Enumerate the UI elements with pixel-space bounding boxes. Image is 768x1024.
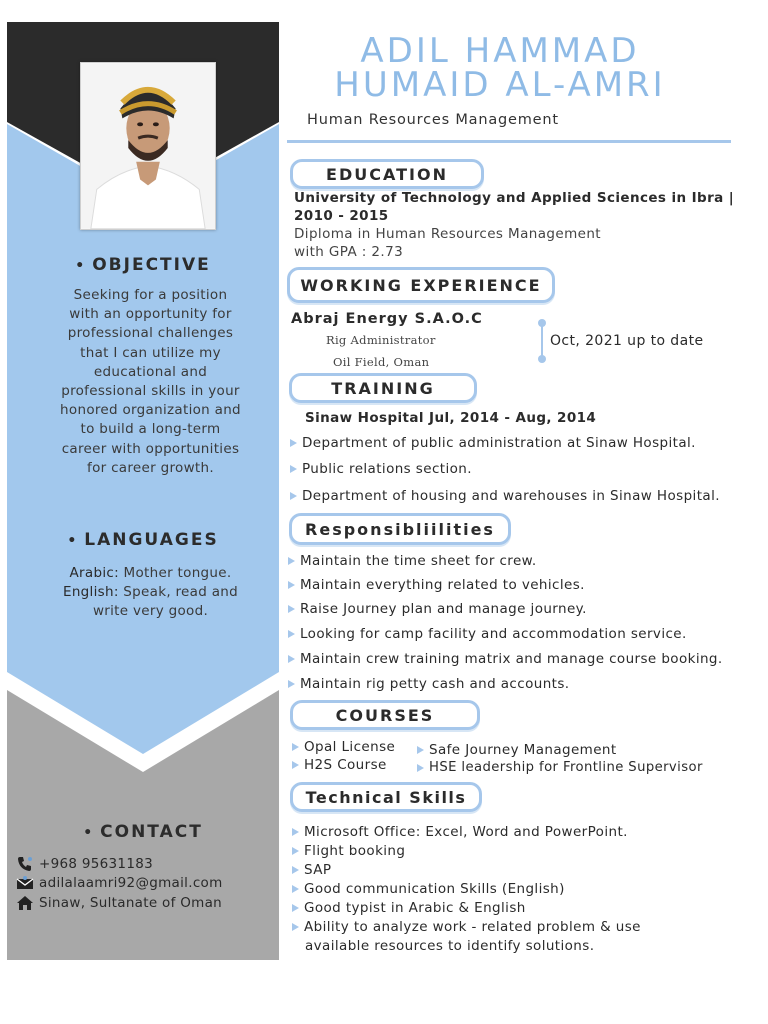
responsibility-item: Raise Journey plan and manage journey. (288, 601, 587, 617)
languages-text: Arabic: Mother tongue. English: Speak, read and write very good. (62, 565, 238, 620)
training-heading: TRAINING (289, 373, 477, 403)
responsibility-item: Maintain the time sheet for crew. (288, 553, 537, 569)
bullet-arrow-icon (288, 655, 295, 663)
sidebar (7, 22, 279, 960)
training-item: Department of housing and warehouses in Sinaw Hospital. (290, 488, 720, 504)
phone-icon (15, 856, 35, 872)
address-text: Sinaw, Sultanate of Oman (39, 895, 223, 911)
bullet-arrow-icon (292, 847, 299, 855)
training-item: Department of public administration at Sinaw Hospital. (290, 435, 696, 451)
courses-heading: COURSES (290, 700, 480, 730)
candidate-subtitle: Human Resources Management (307, 112, 559, 128)
education-heading: EDUCATION (290, 159, 484, 189)
title-divider (287, 140, 731, 143)
education-years: 2010 - 2015 (294, 208, 389, 224)
bullet-arrow-icon (417, 746, 424, 754)
skill-item: Microsoft Office: Excel, Word and PowerPoint. (292, 824, 628, 840)
training-item: Public relations section. (290, 461, 472, 477)
bullet-arrow-icon (292, 743, 299, 751)
profile-photo (80, 62, 216, 230)
bullet-arrow-icon (290, 439, 297, 447)
experience-location: Oil Field, Oman (333, 355, 430, 369)
bullet-arrow-icon (292, 828, 299, 836)
bullet-arrow-icon (292, 885, 299, 893)
responsibility-item: Maintain everything related to vehicles. (288, 577, 585, 593)
objective-heading: • OBJECTIVE (75, 255, 211, 275)
bullet-arrow-icon (288, 630, 295, 638)
email-address: adilalaamri92@gmail.com (39, 875, 223, 891)
skills-heading: Technical Skills (290, 782, 482, 812)
course-item: Safe Journey Management (417, 742, 617, 758)
responsibilities-heading: Responsibliilities (289, 513, 511, 545)
bullet-arrow-icon (290, 492, 297, 500)
responsibility-item: Maintain rig petty cash and accounts. (288, 676, 569, 692)
skill-item: SAP (292, 862, 331, 878)
education-gpa: with GPA : 2.73 (294, 244, 404, 260)
bullet-arrow-icon (292, 904, 299, 912)
objective-text: Seeking for a position with an opportunity for professional challenges that I can utilize my educational and professional skills in your honored organization and to build a long-term career with opportunities for career growth. (60, 287, 241, 476)
email-icon (15, 875, 35, 891)
bullet-arrow-icon (288, 680, 295, 688)
bullet-arrow-icon (292, 923, 299, 931)
skill-item: Flight booking (292, 843, 405, 859)
course-item: Opal License (292, 739, 395, 755)
responsibility-item: Looking for camp facility and accommodation service. (288, 626, 687, 642)
skill-item: Good communication Skills (English) (292, 881, 565, 897)
languages-heading: • LANGUAGES (67, 530, 219, 550)
home-icon (15, 895, 35, 911)
experience-role: Rig Administrator (326, 333, 436, 347)
bullet-arrow-icon (290, 465, 297, 473)
education-school: University of Technology and Applied Sciences in Ibra | (294, 190, 735, 206)
candidate-name: ADIL HAMMAD HUMAID AL-AMRI (334, 31, 666, 105)
skill-item: Ability to analyze work - related problem & use (292, 919, 641, 935)
skill-item: Good typist in Arabic & English (292, 900, 526, 916)
responsibility-item: Maintain crew training matrix and manage course booking. (288, 651, 723, 667)
course-item: H2S Course (292, 757, 387, 773)
skill-item-continued: available resources to identify solutions. (305, 938, 595, 954)
experience-period: Oct, 2021 up to date (550, 333, 704, 349)
bullet-arrow-icon (292, 866, 299, 874)
contact-email[interactable] (15, 875, 223, 891)
phone-number: +968 95631183 (39, 856, 153, 872)
training-place: Sinaw Hospital Jul, 2014 - Aug, 2014 (305, 410, 597, 426)
contact-phone[interactable] (15, 856, 153, 872)
contact-heading: • CONTACT (83, 822, 203, 842)
bullet-arrow-icon (288, 581, 295, 589)
experience-company: Abraj Energy S.A.O.C (291, 311, 483, 327)
contact-address (15, 895, 222, 911)
experience-timeline (541, 322, 543, 360)
experience-heading: WORKING EXPERIENCE (287, 267, 555, 303)
bullet-arrow-icon (292, 761, 299, 769)
bullet-arrow-icon (288, 557, 295, 565)
course-item: HSE leadership for Frontline Supervisor (417, 760, 703, 775)
bullet-arrow-icon (288, 605, 295, 613)
bullet-arrow-icon (417, 764, 424, 772)
education-degree: Diploma in Human Resources Management (294, 226, 601, 242)
